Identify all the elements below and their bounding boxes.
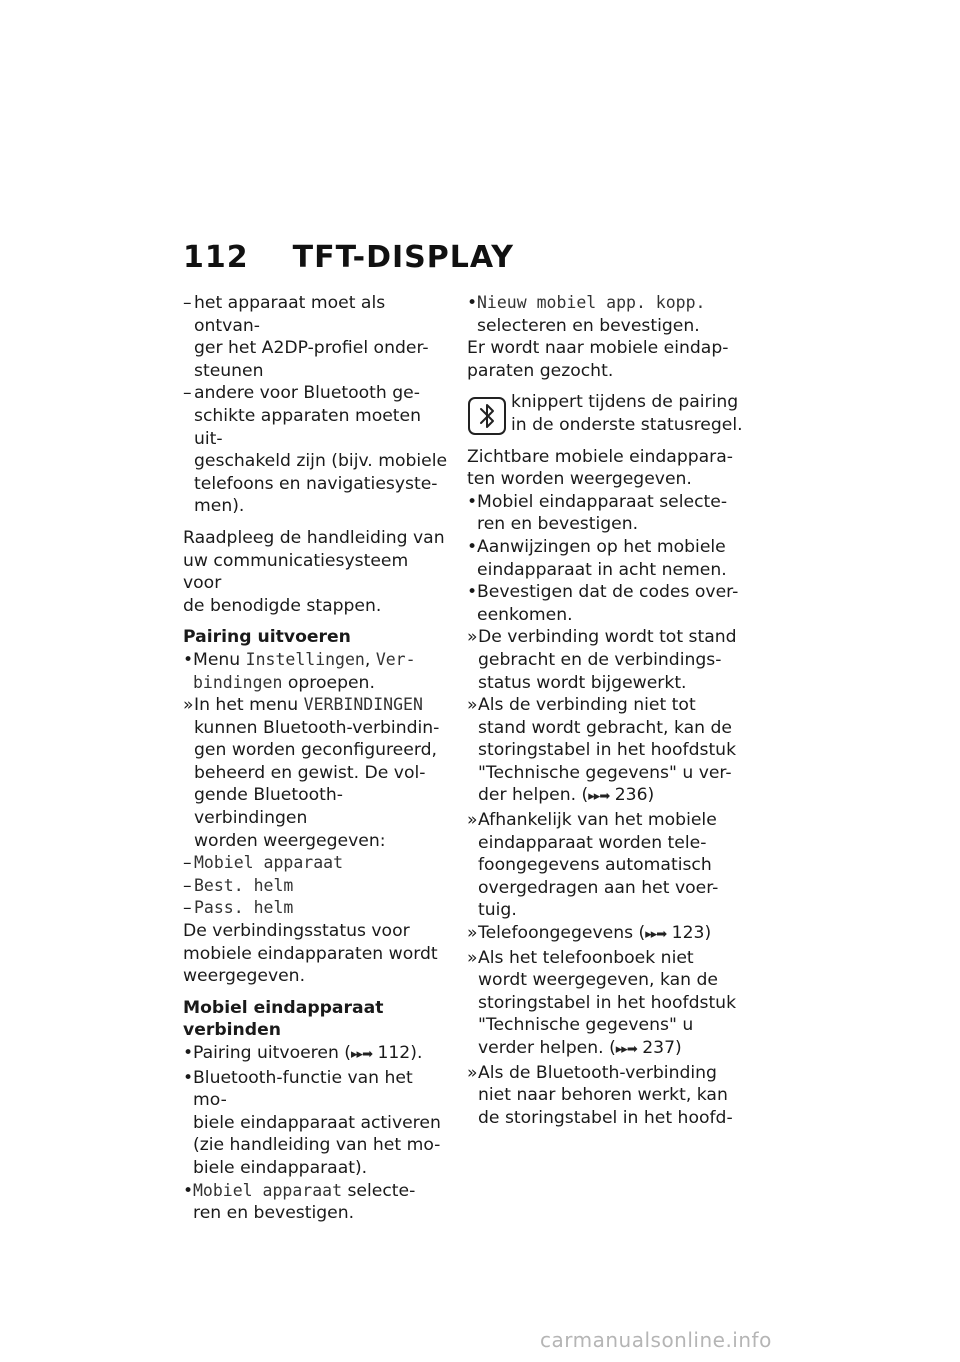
- text-line: andere voor Bluetooth ge-: [194, 383, 420, 404]
- text-line: wordt weergegeven, kan de: [478, 970, 718, 991]
- text-line: eindapparaat worden tele-: [478, 832, 707, 853]
- text-line: stand wordt gebracht, kan de: [478, 717, 732, 738]
- connection-mobile: Mobiel apparaat: [194, 853, 344, 873]
- text-line: gende Bluetooth-verbindingen: [194, 785, 343, 829]
- text-line: geschakeld zijn (bijv. mobiele: [194, 451, 448, 472]
- bullet-marker: •: [467, 491, 478, 512]
- text-line: steunen: [194, 360, 264, 381]
- text-line: mobiele eindapparaten wordt: [183, 943, 438, 964]
- bullet-item: [467, 536, 757, 581]
- text-line: in de onderste statusregel.: [511, 414, 743, 435]
- arrow-marker: »: [183, 695, 194, 716]
- text-line: Nieuw mobiel app. kopp.: [477, 293, 706, 312]
- text-line: knippert tijdens de pairing: [511, 392, 739, 413]
- text-line: niet naar behoren werkt, kan: [478, 1085, 728, 1106]
- bluetooth-note: [467, 391, 757, 436]
- page-ref[interactable]: 123: [671, 923, 705, 944]
- arrow-marker: »: [467, 627, 478, 648]
- page-ref-icon: ▸▸➡: [615, 1042, 637, 1057]
- bullet-marker: •: [183, 1067, 194, 1088]
- text-line: Aanwijzingen op het mobiele: [477, 536, 726, 557]
- text-line: tuig.: [478, 900, 517, 921]
- bullet-item: [467, 491, 757, 536]
- result-item: [183, 694, 451, 852]
- dash-marker: –: [183, 875, 192, 896]
- text-line: ten worden weergegeven.: [467, 469, 692, 490]
- dash-item: [183, 292, 451, 382]
- watermark: carmanualsonline.info: [540, 1328, 772, 1352]
- text-line: De verbinding wordt tot stand: [478, 627, 737, 648]
- text-line: Bevestigen dat de codes over-: [477, 582, 739, 603]
- section-heading: Pairing uitvoeren: [183, 627, 351, 648]
- dash-marker: –: [183, 898, 192, 919]
- result-item: [467, 922, 757, 947]
- text-line: beheerd en gewist. De vol-: [194, 762, 426, 783]
- paragraph: [467, 446, 757, 491]
- text-line: men).: [194, 496, 245, 517]
- bullet-marker: •: [467, 536, 478, 557]
- bullet-marker: •: [467, 582, 478, 603]
- text-line: In het menu VERBINDINGEN: [194, 695, 423, 716]
- page-header: [183, 240, 514, 275]
- page-ref[interactable]: 112: [377, 1043, 411, 1063]
- result-item: [467, 1062, 757, 1130]
- arrow-marker: »: [467, 810, 478, 831]
- text-line: Raadpleeg de handleiding van: [183, 527, 445, 548]
- text-line: gen worden geconfigureerd,: [194, 740, 437, 761]
- text-line: Als de verbinding niet tot: [478, 695, 696, 716]
- bullet-marker: •: [183, 1180, 194, 1201]
- text-line: biele eindapparaat).: [193, 1157, 368, 1178]
- connection-rider-helmet: Best. helm: [194, 875, 294, 895]
- text-line: storingstabel in het hoofdstuk: [478, 740, 737, 761]
- text-line: weergegeven.: [183, 966, 306, 987]
- page-ref-icon: ▸▸➡: [588, 789, 610, 805]
- dash-item: [183, 897, 451, 920]
- text-line: Afhankelijk van het mobiele: [478, 810, 717, 831]
- page-ref-icon: ▸▸➡: [645, 927, 667, 943]
- text-line: de benodigde stappen.: [183, 595, 382, 616]
- text-line: Als het telefoonboek niet: [478, 947, 694, 968]
- result-item: [467, 947, 757, 1062]
- text-line: selecteren en bevestigen.: [477, 315, 700, 336]
- paragraph: [183, 920, 451, 988]
- text-line: storingstabel in het hoofdstuk: [478, 992, 737, 1013]
- text-line: foongegevens automatisch: [478, 855, 712, 876]
- text-line: bindingen oproepen.: [193, 672, 375, 693]
- text-line: kunnen Bluetooth-verbindin-: [194, 717, 440, 738]
- arrow-marker: »: [467, 923, 478, 944]
- text-line: (zie handleiding van het mo-: [193, 1135, 441, 1156]
- connection-passenger-helmet: Pass. helm: [194, 898, 294, 918]
- text-line: "Technische gegevens" u ver-: [478, 762, 732, 783]
- page-ref-icon: ▸▸➡: [351, 1047, 372, 1062]
- text-line: uw communicatiesysteem voor: [183, 550, 409, 594]
- text-line: "Technische gegevens" u: [478, 1015, 694, 1036]
- bullet-item: [183, 1067, 451, 1180]
- right-column: [467, 292, 757, 1129]
- text-line: eindapparaat in acht nemen.: [477, 559, 727, 580]
- arrow-marker: »: [467, 947, 478, 968]
- text-line: de storingstabel in het hoofd-: [478, 1107, 733, 1128]
- text-line: overgedragen aan het voer-: [478, 877, 719, 898]
- text-line: schikte apparaten moeten uit-: [194, 405, 421, 449]
- text-line: het apparaat moet als ontvan-: [194, 293, 386, 336]
- section-heading: Mobiel eindapparaat verbinden: [183, 997, 384, 1041]
- dash-marker: –: [183, 293, 192, 313]
- page-ref[interactable]: 236: [614, 785, 648, 806]
- dash-item: [183, 382, 451, 518]
- text-line: Mobiel apparaat selecte-: [193, 1180, 416, 1201]
- page-ref[interactable]: 237: [642, 1038, 676, 1058]
- bullet-marker: •: [183, 1043, 194, 1063]
- text-line: Mobiel eindapparaat selecte-: [477, 491, 728, 512]
- text-line: worden weergegeven:: [194, 830, 386, 851]
- text-line: eenkomen.: [477, 604, 573, 625]
- text-line: telefoons en navigatiesyste-: [194, 473, 438, 494]
- text-line: verder helpen. (▸▸➡ 237): [478, 1038, 682, 1058]
- text-line: ren en bevestigen.: [193, 1203, 355, 1224]
- page-title: TFT-DISPLAY: [292, 240, 514, 275]
- text-line: Telefoongegevens (▸▸➡ 123): [478, 923, 712, 944]
- text-line: Zichtbare mobiele eindappara-: [467, 446, 733, 467]
- text-line: Menu Instellingen, Ver-: [193, 649, 416, 670]
- result-item: [467, 626, 757, 694]
- bullet-item: [183, 649, 451, 694]
- bullet-item: [467, 292, 757, 337]
- text-line: Er wordt naar mobiele eindap-: [467, 338, 729, 359]
- paragraph: [183, 527, 451, 617]
- result-item: [467, 694, 757, 809]
- bluetooth-icon: [468, 397, 506, 435]
- text-line: Bluetooth-functie van het mo-: [193, 1067, 413, 1111]
- paragraph: [467, 337, 757, 382]
- bullet-item: [183, 1042, 451, 1067]
- text-line: De verbindingsstatus voor: [183, 921, 410, 942]
- bullet-marker: •: [183, 649, 194, 670]
- text-line: paraten gezocht.: [467, 360, 614, 381]
- dash-item: [183, 875, 451, 898]
- result-item: [467, 809, 757, 922]
- text-line: der helpen. (▸▸➡ 236): [478, 785, 655, 806]
- left-column: [183, 292, 451, 1225]
- text-line: ger het A2DP-profiel onder-: [194, 338, 429, 359]
- arrow-marker: »: [467, 1062, 478, 1083]
- text-line: status wordt bijgewerkt.: [478, 672, 687, 693]
- text-line: Als de Bluetooth-verbinding: [478, 1062, 717, 1083]
- page-number: 112: [183, 240, 249, 275]
- dash-marker: –: [183, 383, 192, 404]
- arrow-marker: »: [467, 695, 478, 716]
- text-line: biele eindapparaat activeren: [193, 1112, 441, 1133]
- bullet-item: [183, 1180, 451, 1225]
- text-line: ren en bevestigen.: [477, 514, 639, 535]
- text-line: Pairing uitvoeren (▸▸➡ 112).: [193, 1043, 423, 1063]
- text-line: gebracht en de verbindings-: [478, 649, 722, 670]
- dash-item: [183, 852, 451, 875]
- bullet-marker: •: [467, 293, 478, 313]
- bullet-item: [467, 581, 757, 626]
- dash-marker: –: [183, 853, 192, 874]
